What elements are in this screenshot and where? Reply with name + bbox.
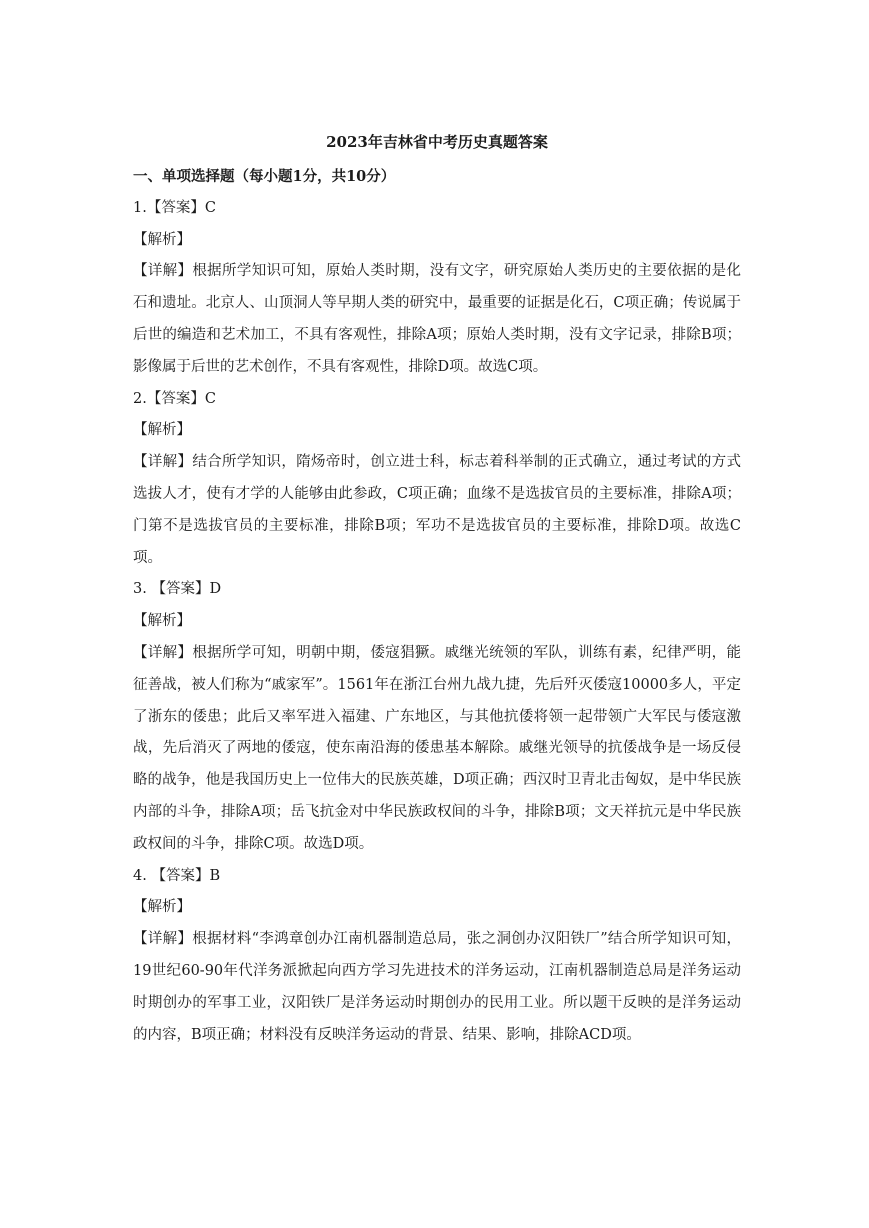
detail-paragraph: 【详解】根据所学知识可知，原始人类时期，没有文字，研究原始人类历史的主要依据的是化石和遗址。北京人、山顶洞人等早期人类的研究中，最重要的证据是化石，C项正确；传说属于后世的编造和艺术加工，不具有客观性，排除A项；原始人类时期，没有文字记录，排除B项；影像属于后世的艺术创作，不具有客观性，排除D项。故选C项。 [133, 263, 741, 375]
answer-line: 2.【答案】C [133, 390, 216, 407]
detail-paragraph: 【详解】结合所学知识，隋炀帝时，创立进士科，标志着科举制的正式确立，通过考试的方式选拔人才，使有才学的人能够由此参政，C项正确；血缘不是选拔官员的主要标准，排除A项；门第不是选拔官员的主要标准，排除B项；军功不是选拔官员的主要标准，排除D项。故选C项。 [133, 454, 741, 566]
answer-line: 4. 【答案】B [133, 867, 221, 884]
answer-line: 3. 【答案】D [133, 581, 222, 598]
analysis-label: 【解析】 [133, 613, 191, 630]
analysis-label: 【解析】 [133, 231, 191, 248]
detail-paragraph: 【详解】根据材料“李鸿章创办江南机器制造总局，张之洞创办汉阳铁厂”结合所学知识可知，19世纪60-90年代洋务派掀起向西方学习先进技术的洋务运动，江南机器制造总局是洋务运动时期创办的军事工业，汉阳铁厂是洋务运动时期创办的民用工业。所以题干反映的是洋务运动的内容，B项正确；材料没有反映洋务运动的背景、结果、影响，排除ACD项。 [133, 931, 741, 1043]
answer-line: 1.【答案】C [133, 199, 216, 216]
section-heading: 一、单项选择题（每小题1分，共10分） [133, 168, 396, 185]
document-content [133, 130, 741, 1051]
page-title: 2023年吉林省中考历史真题答案 [326, 133, 548, 151]
analysis-label: 【解析】 [133, 422, 191, 439]
analysis-label: 【解析】 [133, 899, 191, 916]
detail-paragraph: 【详解】根据所学可知，明朝中期，倭寇猖獗。戚继光统领的军队，训练有素，纪律严明，能征善战，被人们称为“戚家军”。1561年在浙江台州九战九捷，先后歼灭倭寇10000多人，平定了浙东的倭患；此后又率军进入福建、广东地区，与其他抗倭将领一起带领广大军民与倭寇激战，先后消灭了两地的倭寇，使东南沿海的倭患基本解除。戚继光领导的抗倭战争是一场反侵略的战争，他是我国历史上一位伟大的民族英雄，D项正确；西汉时卫青北击匈奴，是中华民族内部的斗争，排除A项；岳飞抗金对中华民族政权间的斗争，排除B项；文天祥抗元是中华民族政权间的斗争，排除C项。故选D项。 [133, 644, 741, 852]
